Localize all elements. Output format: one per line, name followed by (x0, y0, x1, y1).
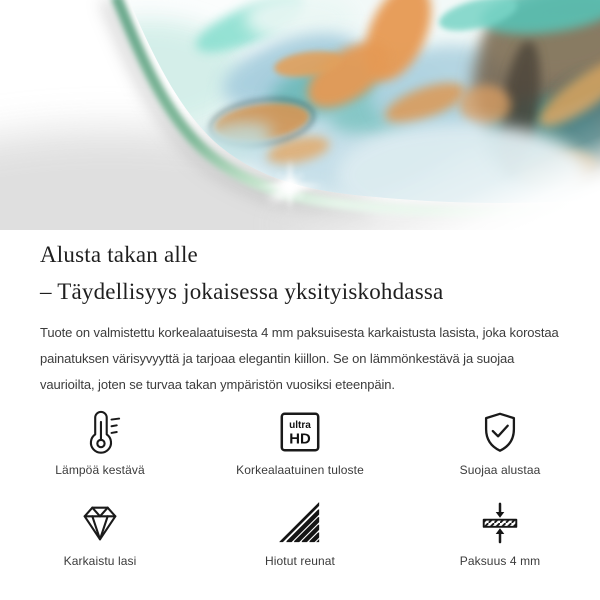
product-description: Tuote on valmistettu korkealaatuisesta 4 mm paksuisesta karkaistusta lasista, joka korostaa painatuksen värisyvyyttä ja tarjoaa elegantin kiillon. Se on lämmönkestävä ja suojaa vaurioilta, joten se turvaa takan ympäristön vuosiksi eteenpäin. (40, 325, 559, 392)
page-title-line2: – Täydellisyys jokaisessa yksityiskohdassa (40, 279, 444, 304)
feature-item-thickness (400, 499, 600, 568)
svg-text:ultra: ultra (289, 420, 311, 432)
svg-text:HD: HD (289, 431, 311, 448)
diamond-icon (77, 500, 123, 546)
feature-item-polished-edges (200, 499, 400, 568)
thermometer-icon (77, 409, 123, 455)
shield-check-icon (477, 409, 523, 455)
feature-item-tempered-glass (0, 499, 200, 568)
page-title (40, 236, 568, 310)
ultra-hd-icon (277, 409, 323, 455)
page-title-line1: Alusta takan alle (40, 242, 198, 267)
feature-item-protects-base (400, 408, 600, 477)
product-image (0, 0, 600, 230)
feature-label: Suojaa alustaa (459, 463, 541, 477)
thickness-icon (477, 500, 523, 546)
feature-label: Paksuus 4 mm (459, 554, 541, 568)
feature-label: Lämpöä kestävä (55, 463, 145, 477)
feature-item-heat-resistant (0, 408, 200, 477)
feature-label: Karkaistu lasi (63, 554, 137, 568)
content-section (0, 236, 600, 398)
feature-grid (0, 408, 600, 568)
polished-edges-icon (277, 500, 323, 546)
feature-label: Korkealaatuinen tuloste (236, 463, 364, 477)
glass-disc-illustration (0, 0, 600, 230)
feature-item-ultra-hd-print (200, 408, 400, 477)
feature-label: Hiotut reunat (264, 554, 335, 568)
